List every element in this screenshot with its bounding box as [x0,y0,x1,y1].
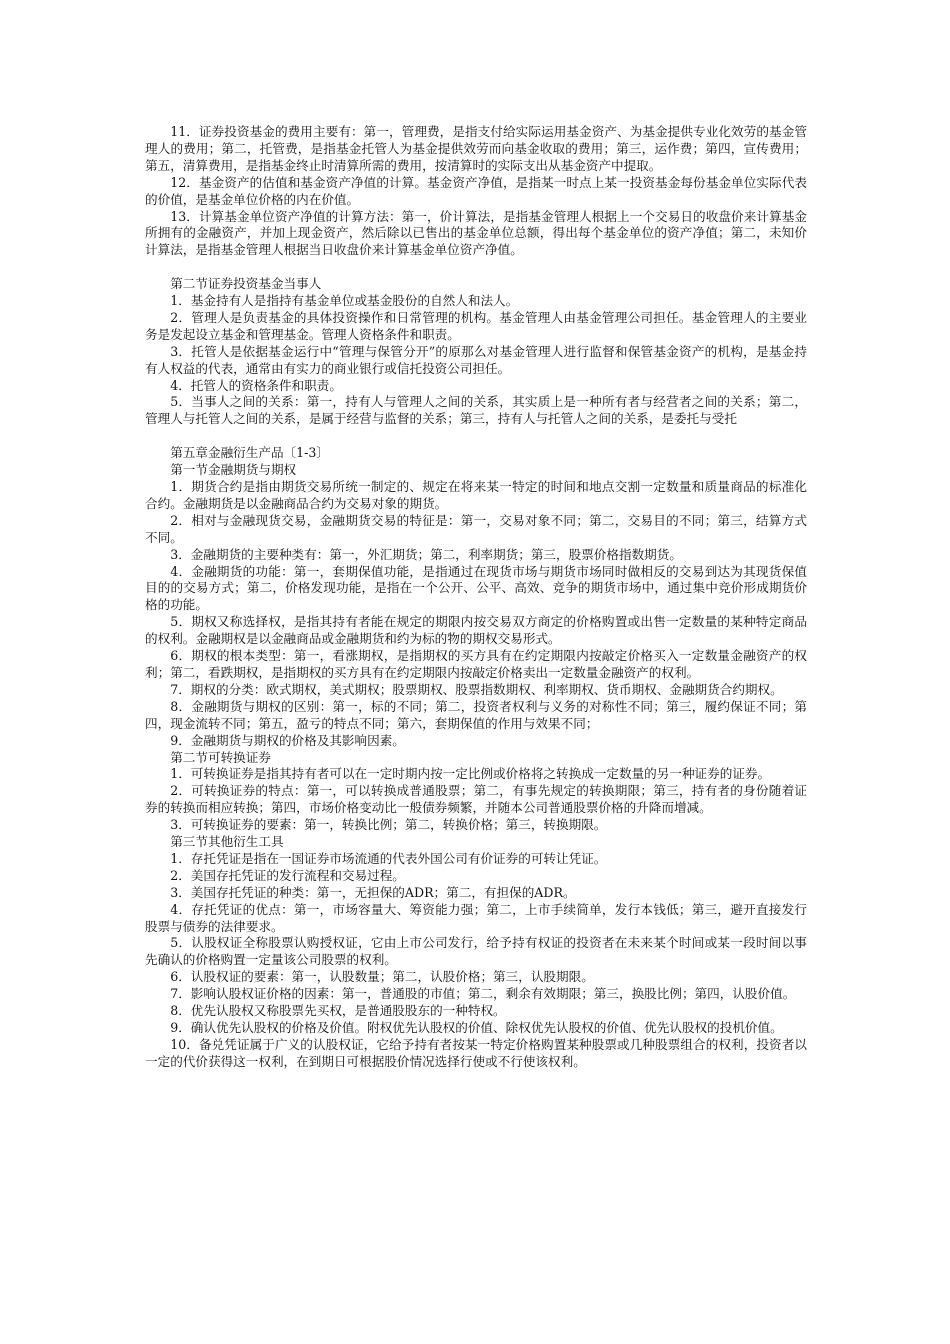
paragraph: 5．期权又称选择权，是指其持有者能在规定的期限内按交易双方商定的价格购置或出售一定数量的某种特定商品的权利。金融期权是以金融商品或金融期货和约为标的物的期权交易形式。 [145,614,807,647]
document-page [145,124,807,1071]
paragraph: 第三节其他衍生工具 [170,834,284,850]
paragraph: 3．可转换证券的要素：第一，转换比例；第二，转换价格；第三，转换期限。 [170,817,607,833]
paragraph: 9．确认优先认股权的价格及价值。附权优先认股权的价值、除权优先认股权的价值、优先认股权的投机价值。 [170,1020,783,1035]
paragraph: 4．托管人的资格条件和职责。 [170,377,342,393]
paragraph: 10．备兑凭证属于广义的认股权证，它给予持有者按某一特定价格购置某种股票或几种股票组合的权利，投资者以一定的代价获得这一权利，在到期日可根据股价情况选择行使或不行使该权利。 [145,1036,807,1069]
paragraph: 第一节金融期货与期权 [170,462,297,478]
paragraph: 8．优先认股权又称股票先买权，是普通股股东的一种特权。 [170,1003,506,1019]
paragraph: 8．金融期货与期权的区别：第一，标的不同；第二，投资者权利与义务的对称性不同；第三，履约保证不同；第四，现金流转不同；第五，盈亏的特点不同；第六，套期保值的作用与效果不同； [145,698,807,731]
paragraph: 4．存托凭证的优点：第一，市场容量大、筹资能力强；第二，上市手续简单，发行本钱低；第三，避开直接发行股票与债券的法律要求。 [145,901,807,934]
paragraph: 第五章金融衍生产品〔1-3〕 [170,445,329,461]
paragraph: 4．金融期货的功能：第一，套期保值功能，是指通过在现货市场与期货市场同时做相反的交易到达为其现货保值目的的交易方式；第二，价格发现功能，是指在一个公开、公平、高效、竞争的期货市场中，通过集中竞价形成期货价格的功能。 [145,563,807,613]
paragraph: 7．影响认股权证价格的因素：第一，普通股的市值；第二，剩余有效期限；第三，换股比例；第四，认股价值。 [170,986,796,1002]
paragraph: 1．存托凭证是指在一国证券市场流通的代表外国公司有价证券的可转让凭证。 [170,850,607,866]
paragraph: 5．认股权证全称股票认购授权证，它由上市公司发行，给予持有权证的投资者在未来某个时间或某一段时间以事先确认的价格购置一定量该公司股票的权利。 [145,935,807,968]
paragraph: 11．证券投资基金的费用主要有：第一，管理费，是指支付给实际运用基金资产、为基金提供专业化效劳的基金管理人的费用；第二，托管费，是指基金托管人为基金提供效劳而向基金收取的费用；第三，运作费；第四，宣传费用；第五，清算费用，是指基金终止时清算所需的费用，按清算时的实际支出从基金资产中提取。 [145,124,807,173]
paragraph: 1．可转换证券是指其持有者可以在一定时期内按一定比例或价格将之转换成一定数量的另一种证券的证券。 [170,766,771,782]
paragraph: 5．当事人之间的关系：第一，持有人与管理人之间的关系，其实质上是一种所有者与经营者之间的关系；第二，管理人与托管人之间的关系，是属于经营与监督的关系；第三，持有人与托管人之间的关系，是委托与受托 [145,394,807,427]
paragraph: 1．期货合约是指由期货交易所统一制定的、规定在将来某一特定的时间和地点交割一定数量和质量商品的标准化合约。金融期货是以金融商品合约为交易对象的期货。 [145,479,807,511]
paragraph: 3．美国存托凭证的种类：第一，无担保的ADR；第二，有担保的ADR。 [170,884,576,900]
paragraph: 7．期权的分类：欧式期权，美式期权；股票期权、股票指数期权、利率期权、货币期权、金融期货合约期权。 [170,681,783,697]
paragraph: 2．管理人是负责基金的具体投资操作和日常管理的机构。基金管理人由基金管理公司担任。基金管理人的主要业务是发起设立基金和管理基金。管理人资格条件和职责。 [145,309,807,342]
paragraph: 3．金融期货的主要种类有：第一，外汇期货；第二，利率期货；第三，股票价格指数期货。 [170,546,682,562]
paragraph: 1．基金持有人是指持有基金单位或基金股份的自然人和法人。 [170,293,519,309]
paragraph: 2．可转换证券的特点：第一，可以转换成普通股票；第二，有事先规定的转换期限；第三，持有者的身份随着证券的转换而相应转换；第四，市场价格变动比一般债券频繁，并随本公司普通股票价格的升降而增减。 [145,783,807,816]
paragraph: 13．计算基金单位资产净值的计算方法：第一，价计算法，是指基金管理人根据上一个交易日的收盘价来计算基金所拥有的金融资产，并加上现金资产，然后除以已售出的基金单位总额，得出每个基金单位的资产净值；第二，未知价计算法，是指基金管理人根据当日收盘价来计算基金单位资产净值。 [145,208,807,258]
paragraph: 第二节可转换证券 [170,749,271,765]
paragraph: 第二节证券投资基金当事人 [170,276,322,292]
blank-line [145,428,807,445]
blank-line [145,259,807,276]
paragraph: 12．基金资产的估值和基金资产净值的计算。基金资产净值，是指某一时点上某一投资基金每份基金单位实际代表的价值，是基金单位价格的内在价值。 [145,174,807,207]
paragraph: 3．托管人是依据基金运行中“管理与保管分开”的原那么对基金管理人进行监督和保管基金资产的机构，是基金持有人权益的代表，通常由有实力的商业银行或信托投资公司担任。 [145,343,807,376]
paragraph: 6．认股权证的要素：第一，认股数量；第二，认股价格；第三，认股期限。 [170,969,594,985]
paragraph: 2．美国存托凭证的发行流程和交易过程。 [170,867,405,883]
paragraph: 9．金融期货与期权的价格及其影响因素。 [170,732,405,748]
paragraph: 2．相对与金融现货交易，金融期货交易的特征是：第一，交易对象不同；第二，交易目的不同；第三，结算方式不同。 [145,512,807,545]
paragraph: 6．期权的根本类型：第一，看涨期权，是指期权的买方具有在约定期限内按敲定价格买入一定数量金融资产的权利；第二，看跌期权，是指期权的买方具有在约定期限内按敲定价格卖出一定数量金融资产的权利。 [145,648,807,680]
